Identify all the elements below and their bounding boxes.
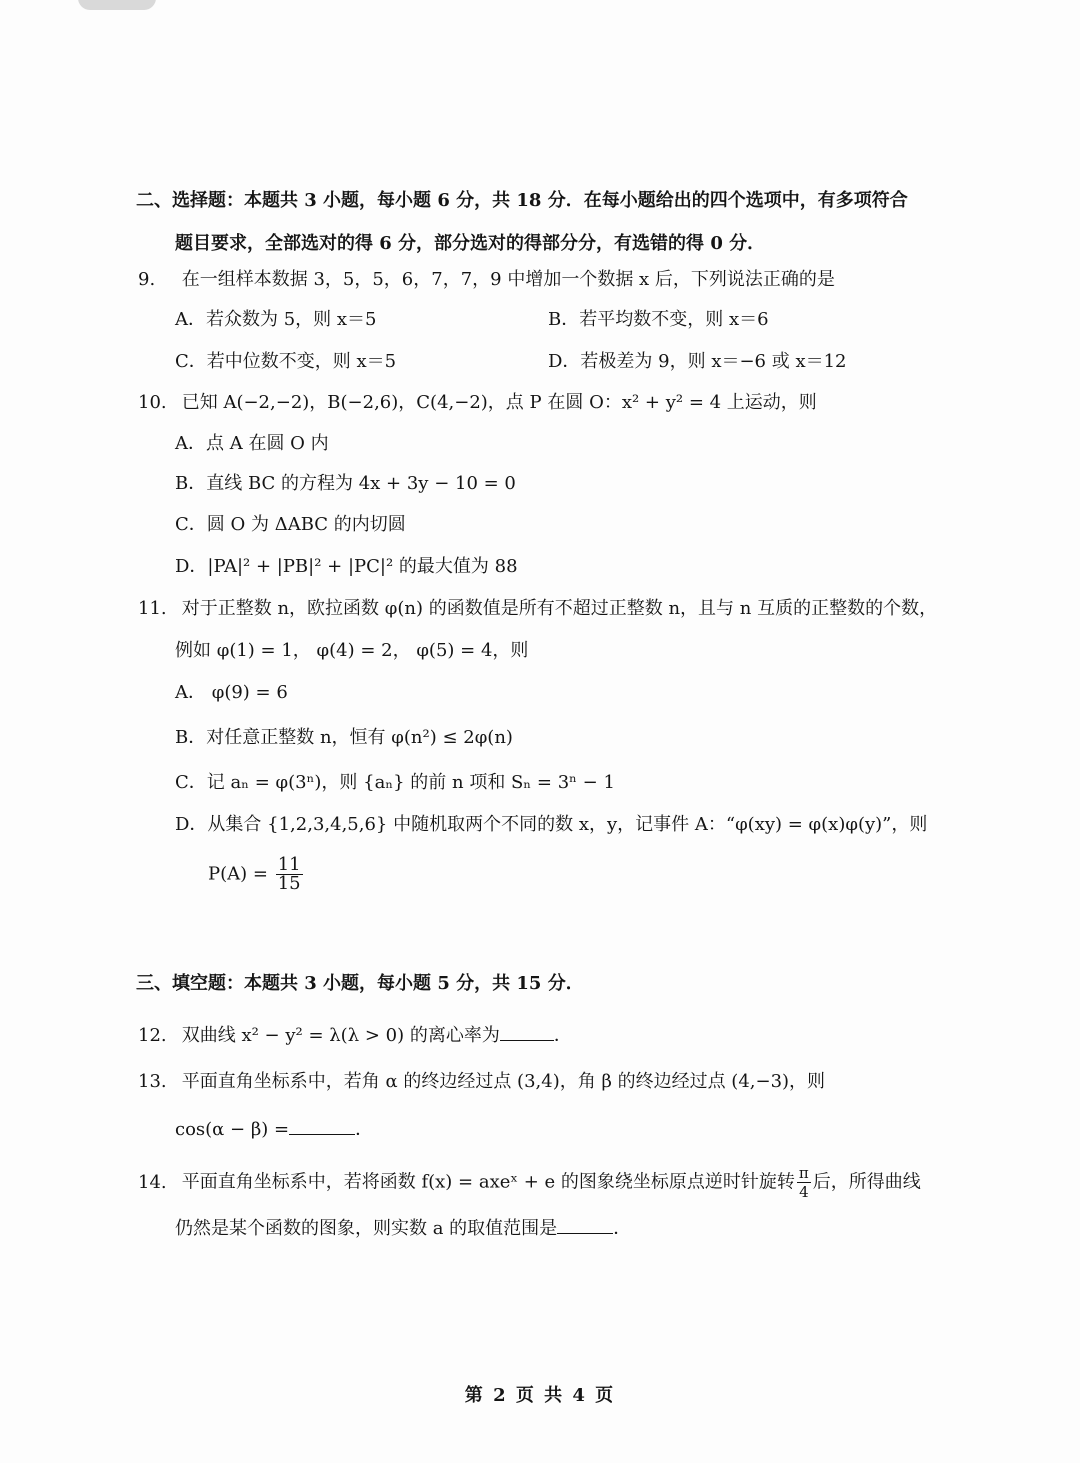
q13-stem-line (138, 1070, 825, 1094)
q13-number: 13. (138, 1071, 167, 1092)
q11-stem-1: 对于正整数 n，欧拉函数 φ(n) 的函数值是所有不超过正整数 n，且与 n 互质的正整数的个数， (181, 598, 938, 619)
q14-stem-b: 后，所得曲线 (812, 1171, 921, 1193)
q12-stem: 双曲线 x² − y² = λ(λ > 0) 的离心率为 (181, 1025, 500, 1046)
q14-end: ． (613, 1218, 632, 1239)
q13-line2 (175, 1116, 373, 1142)
q12-answer-blank (500, 1022, 554, 1041)
q9-option-a: A．若众数为 5，则 x＝5 (175, 309, 377, 330)
q9-option-c: C．若中位数不变，则 x＝5 (175, 351, 397, 372)
q10-number: 10. (138, 392, 167, 413)
q11-option-c: C．记 aₙ = φ(3ⁿ)，则 {aₙ} 的前 n 项和 Sₙ = 3ⁿ − 1 (175, 772, 615, 793)
q13-end: ． (355, 1119, 374, 1140)
section3-heading: 三、填空题：本题共 3 小题，每小题 5 分，共 15 分． (136, 973, 584, 994)
q9-stem-line (138, 268, 835, 292)
q11-option-a: A． φ(9) = 6 (175, 682, 288, 703)
q11-number: 11. (138, 598, 167, 619)
q13-answer-blank (289, 1116, 355, 1135)
q10-option-b: B．直线 BC 的方程为 4x + 3y − 10 = 0 (175, 473, 516, 494)
top-tab-shape (78, 0, 156, 10)
q9-option-b: B．若平均数不变，则 x＝6 (548, 309, 769, 330)
q9-number: 9. (138, 269, 156, 290)
q12-line (138, 1022, 572, 1048)
q11-option-d-probability (208, 856, 305, 893)
q10-option-d: D．|PA|² + |PB|² + |PC|² 的最大值为 88 (175, 556, 518, 577)
q9-stem: 在一组样本数据 3，5，5，6，7，7，9 中增加一个数据 x 后，下列说法正确的是 (181, 269, 835, 290)
q14-answer-blank (557, 1215, 613, 1234)
q11-option-b: B．对任意正整数 n，恒有 φ(n²) ≤ 2φ(n) (175, 727, 513, 748)
q14-question: 仍然是某个函数的图象，则实数 a 的取值范围是 (175, 1218, 558, 1239)
q14-stem-a: 平面直角坐标系中，若将函数 f(x) = axeˣ + e 的图象绕坐标原点逆时针旋转 (181, 1171, 795, 1193)
q14-line2 (175, 1215, 631, 1241)
q10-option-a: A．点 A 在圆 O 内 (175, 433, 329, 454)
q11-option-d: D．从集合 {1,2,3,4,5,6} 中随机取两个不同的数 x，y，记事件 A：“φ(xy) = φ(x)φ(y)”，则 (175, 814, 928, 835)
q14-number: 14. (138, 1171, 167, 1193)
q9-option-d: D．若极差为 9，则 x＝−6 或 x＝12 (548, 351, 847, 372)
q12-end: ． (553, 1025, 572, 1046)
q14-fraction-numerator: π (798, 1164, 809, 1182)
q12-number: 12. (138, 1025, 167, 1046)
page-footer: 第 2 页 共 4 页 (464, 1385, 616, 1406)
q10-stem-line (138, 391, 817, 415)
section2-heading-line2: 题目要求，全部选对的得 6 分，部分选对的得部分分，有选错的得 0 分． (175, 233, 766, 254)
q11-d-denominator: 15 (277, 873, 301, 894)
q13-stem: 平面直角坐标系中，若角 α 的终边经过点 (3,4)，角 β 的终边经过点 (4,−3)，则 (181, 1071, 826, 1092)
q10-option-c: C．圆 O 为 ΔABC 的内切圆 (175, 514, 406, 535)
q14-fraction-denominator: 4 (799, 1183, 809, 1201)
q10-stem: 已知 A(−2,−2)，B(−2,6)，C(4,−2)，点 P 在圆 O：x² + y² = 4 上运动，则 (181, 392, 817, 413)
q11-d-prefix: P(A) = (208, 863, 268, 885)
q14-rotation-fraction (797, 1164, 811, 1201)
section2-heading-line1: 二、选择题：本题共 3 小题，每小题 6 分，共 18 分．在每小题给出的四个选项中，有多项符合 (136, 190, 908, 211)
q11-stem-line1 (138, 597, 937, 621)
q13-expression: cos(α − β) = (175, 1119, 290, 1140)
q11-stem-line2: 例如 φ(1) = 1， φ(4) = 2， φ(5) = 4，则 (175, 640, 529, 661)
q11-d-fraction (276, 856, 303, 893)
q14-stem-line (138, 1164, 921, 1201)
q11-d-numerator: 11 (277, 854, 301, 875)
